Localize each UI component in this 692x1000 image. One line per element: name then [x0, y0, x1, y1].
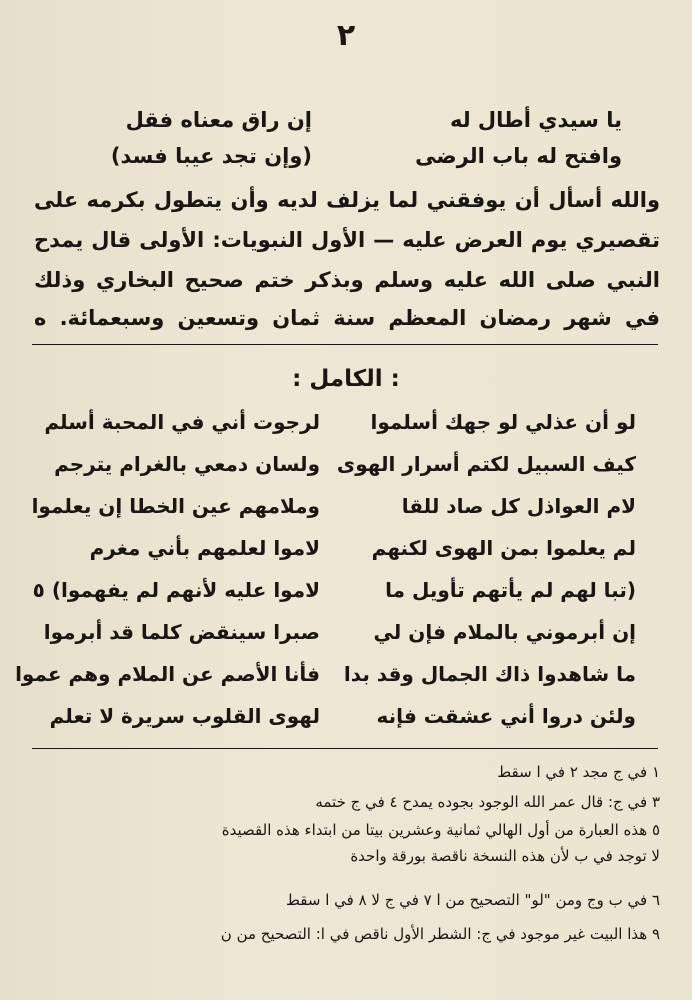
poem-verse-1-left: لرجوت أني في المحبة أسلم: [44, 410, 320, 434]
poem-verse-3-left: وملامهم عين الخطا إن يعلموا: [31, 494, 320, 518]
poem-verse-2-left: ولسان دمعي بالغرام يترجم: [54, 452, 320, 476]
footnote-5: ٦ في ب وج ومن "لو" التصحيح من ا ٧ في ج لا ٨ في ا سقط: [286, 891, 660, 909]
footnote-6: ٩ هذا البيت غير موجود في ج: الشطر الأول ناقص في ا: التصحيح من ن: [220, 925, 660, 943]
poem-verse-6-left: صبرا سينقض كلما قد أبرموا: [43, 620, 320, 644]
poem-verse-7-left: فأنا الأصم عن الملام وهم عموا: [15, 662, 320, 686]
intro-verse-1-left: إن راق معناه فقل: [125, 108, 312, 132]
poem-verse-5-right: (تبا لهم لم يأتهم تأويل ما: [385, 578, 636, 602]
page-number: ٢: [336, 18, 356, 53]
footnote-4: لا توجد في ب لأن هذه النسخة ناقصة بورقة واحدة: [350, 847, 660, 865]
section-divider: [32, 344, 658, 345]
footnote-divider: [32, 748, 658, 749]
poem-verse-4-right: لم يعلموا بمن الهوى لكنهم: [371, 536, 636, 560]
poem-verse-8-left: لهوى القلوب سريرة لا تعلم: [49, 704, 320, 728]
poem-verse-1-right: لو أن عذلي لو جهك أسلموا: [370, 410, 636, 434]
poem-verse-7-right: ما شاهدوا ذاك الجمال وقد بدا: [343, 662, 636, 686]
prose-line-1: والله أسأل أن يوفقني لما يزلف لديه وأن يتطول بكرمه على: [34, 188, 660, 212]
footnote-3: ٥ هذه العبارة من أول الهالي ثمانية وعشرين بيتا من ابتداء هذه القصيدة: [221, 821, 660, 839]
poem-verse-3-right: لام العواذل كل صاد للقا: [401, 494, 636, 518]
meter-heading: : الكامل :: [292, 366, 400, 392]
poem-verse-8-right: ولئن دروا أني عشقت فإنه: [376, 704, 636, 728]
poem-verse-5-left: لاموا عليه لأنهم لم يفهموا) ٥: [32, 578, 320, 602]
prose-line-4: في شهر رمضان المعظم سنة ثمان وتسعين وسبعمائة. ه: [34, 306, 660, 330]
poem-verse-2-right: كيف السبيل لكتم أسرار الهوى: [336, 452, 636, 476]
footnote-1: ١ في ج مجد ٢ في ا سقط: [497, 763, 660, 781]
prose-line-3: النبي صلى الله عليه وسلم وبذكر ختم صحيح البخاري وذلك: [34, 268, 660, 292]
poem-verse-6-right: إن أبرموني بالملام فإن لي: [373, 620, 636, 644]
poem-verse-4-left: لاموا لعلمهم بأني مغرم: [89, 536, 320, 560]
prose-line-2: تقصيري يوم العرض عليه — الأول النبويات: الأولى قال يمدح: [34, 228, 660, 252]
intro-verse-2-left: (وإن تجد عيبا فسد): [110, 144, 312, 168]
footnote-2: ٣ في ج: قال عمر الله الوجود بجوده يمدح ٤ في ج ختمه: [315, 793, 660, 811]
intro-verse-2-right: وافتح له باب الرضى: [415, 144, 622, 168]
intro-verse-1-right: يا سيدي أطال له: [449, 108, 622, 132]
